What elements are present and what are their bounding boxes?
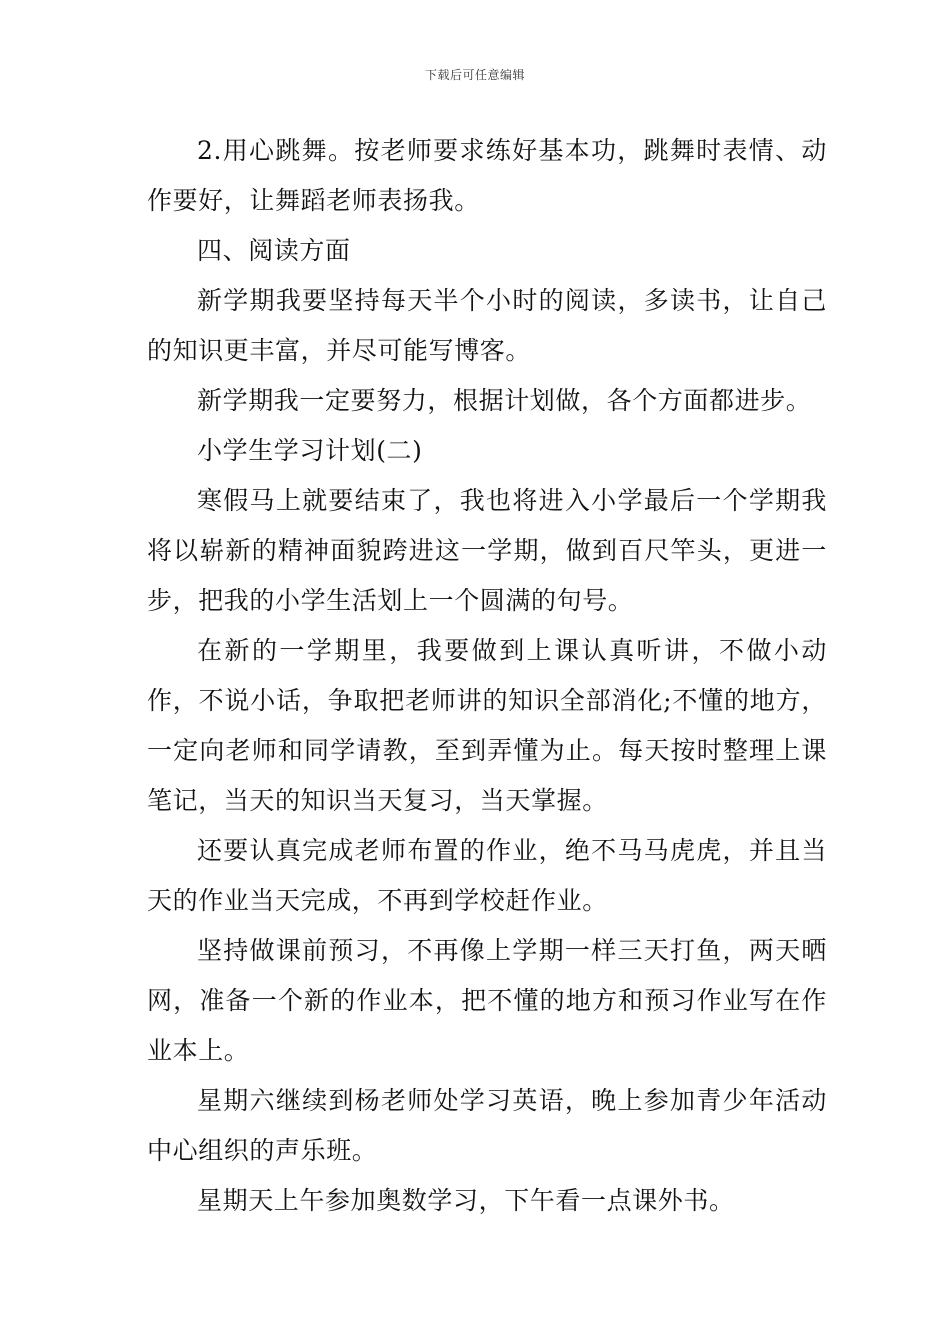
document-body	[147, 126, 827, 1226]
page-header-note: 下载后可任意编辑	[424, 68, 525, 82]
section-title-plan-two: 小学生学习计划(二)	[197, 436, 423, 465]
paragraph-class-listening: 在新的一学期里，我要做到上课认真听讲，不做小动作，不说小话，争取把老师讲的知识全部消化;不懂的地方，一定向老师和同学请教，至到弄懂为止。每天按时整理上课笔记，当天的知识当天复习，当天掌握。	[147, 636, 827, 815]
paragraph-sunday: 星期天上午参加奥数学习，下午看一点课外书。	[197, 1186, 735, 1215]
paragraph-winter-break: 寒假马上就要结束了，我也将进入小学最后一个学期我将以崭新的精神面貌跨进这一学期，做到百尺竿头，更进一步，把我的小学生活划上一个圆满的句号。	[147, 486, 827, 615]
paragraph-effort: 新学期我一定要努力，根据计划做，各个方面都进步。	[197, 386, 812, 415]
paragraph-saturday: 星期六继续到杨老师处学习英语，晚上参加青少年活动中心组织的声乐班。	[147, 1086, 827, 1165]
paragraph-reading: 新学期我要坚持每天半个小时的阅读，多读书，让自己的知识更丰富，并尽可能写博客。	[147, 286, 827, 365]
section-heading-reading: 四、阅读方面	[197, 236, 351, 265]
paragraph-dance: 2.用心跳舞。按老师要求练好基本功，跳舞时表情、动作要好，让舞蹈老师表扬我。	[147, 136, 827, 215]
paragraph-homework: 还要认真完成老师布置的作业，绝不马马虎虎，并且当天的作业当天完成，不再到学校赶作业。	[147, 836, 827, 915]
paragraph-preview: 坚持做课前预习，不再像上学期一样三天打鱼，两天晒网，准备一个新的作业本，把不懂的地方和预习作业写在作业本上。	[147, 936, 827, 1065]
